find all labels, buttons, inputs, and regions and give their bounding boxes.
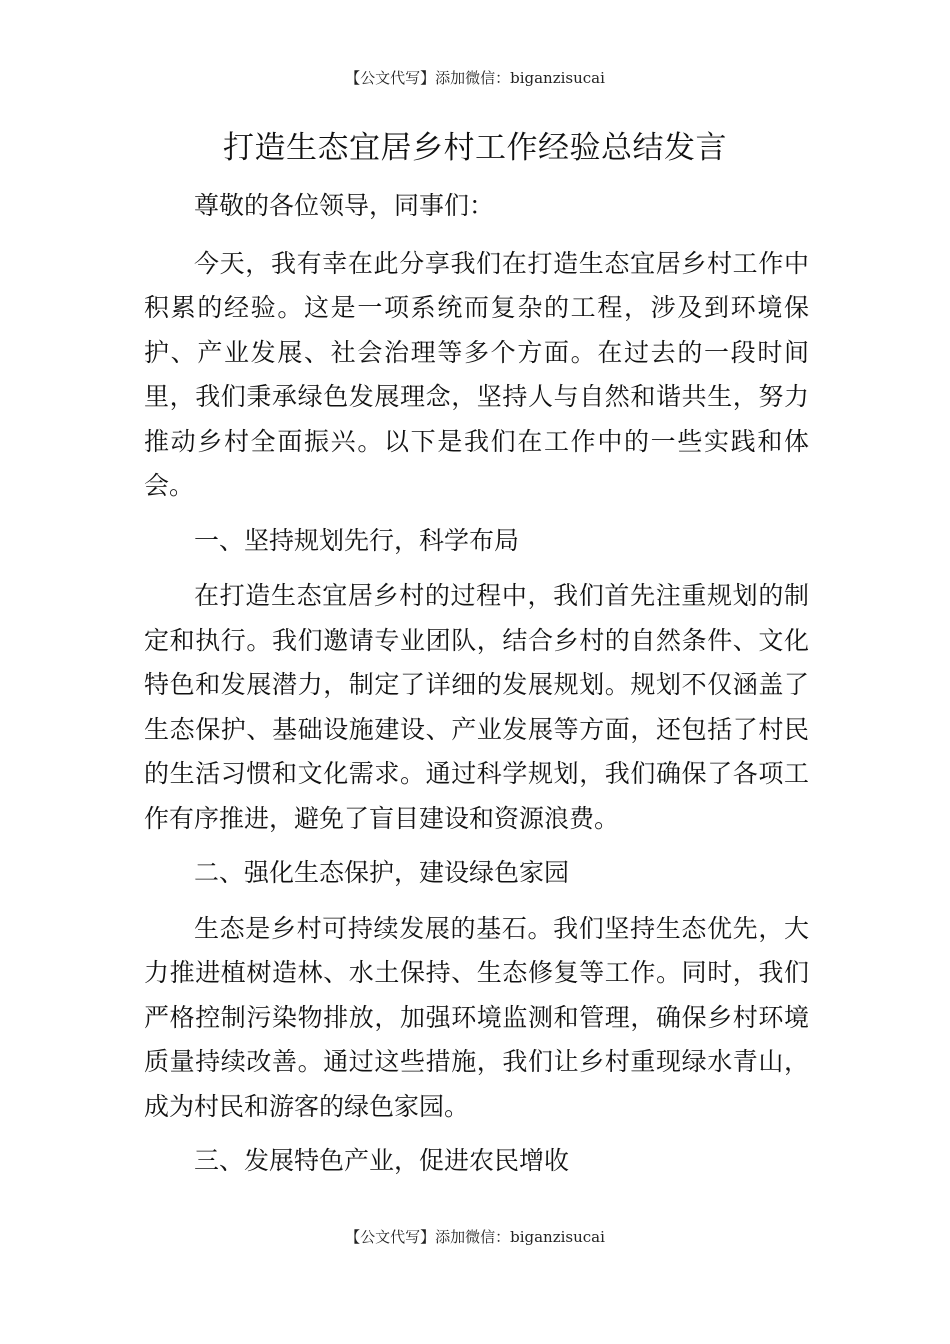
paragraph-ecology: 生态是乡村可持续发展的基石。我们坚持生态优先，大力推进植树造林、水土保持、生态修复等工作。同时，我们严格控制污染物排放，加强环境监测和管理，确保乡村环境质量持续改善。通过这些措施，我们让乡村重现绿水青山，成为村民和游客的绿色家园。 (144, 913, 809, 1121)
document-body (144, 184, 809, 1195)
salutation: 尊敬的各位领导，同事们： (194, 191, 495, 220)
footer-watermark-note: 【公文代写】添加微信：biganzisucai (345, 1228, 605, 1246)
section-heading-3: 三、发展特色产业，促进农民增收 (194, 1146, 570, 1175)
paragraph-intro: 今天，我有幸在此分享我们在打造生态宜居乡村工作中积累的经验。这是一项系统而复杂的工程，涉及到环境保护、产业发展、社会治理等多个方面。在过去的一段时间里，我们秉承绿色发展理念，坚持人与自然和谐共生，努力推动乡村全面振兴。以下是我们在工作中的一些实践和体会。 (144, 248, 809, 500)
header-watermark-note: 【公文代写】添加微信：biganzisucai (345, 69, 605, 87)
document-title: 打造生态宜居乡村工作经验总结发言 (223, 130, 727, 166)
section-heading-2: 二、强化生态保护，建设绿色家园 (194, 858, 570, 887)
paragraph-planning: 在打造生态宜居乡村的过程中，我们首先注重规划的制定和执行。我们邀请专业团队，结合乡村的自然条件、文化特色和发展潜力，制定了详细的发展规划。规划不仅涵盖了生态保护、基础设施建设、产业发展等方面，还包括了村民的生活习惯和文化需求。通过科学规划，我们确保了各项工作有序推进，避免了盲目建设和资源浪费。 (144, 581, 809, 833)
section-heading-1: 一、坚持规划先行，科学布局 (194, 525, 520, 555)
